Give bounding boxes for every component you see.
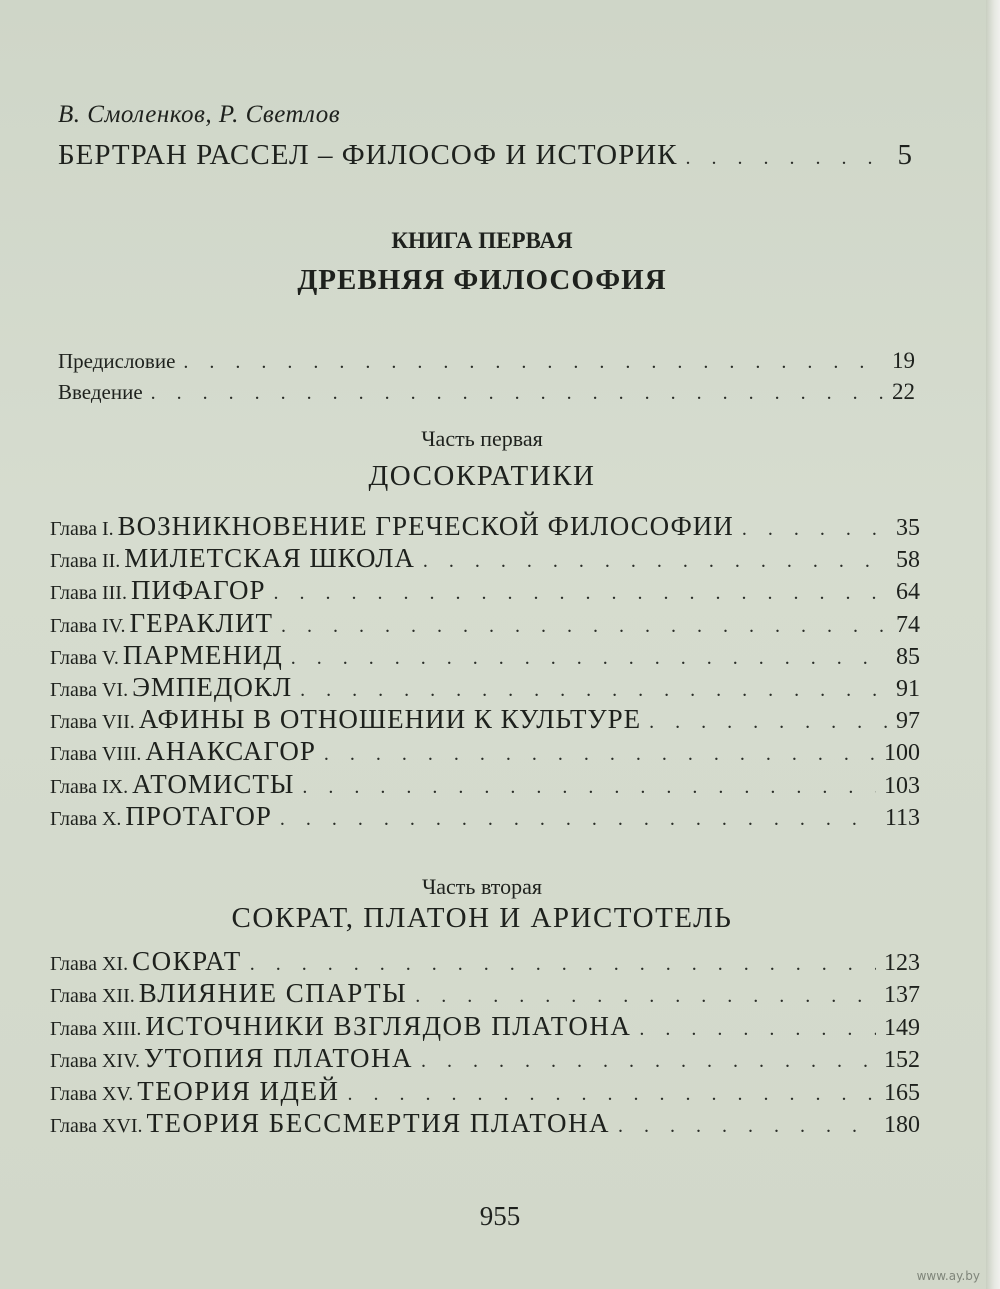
chapter-heading (50, 946, 242, 977)
chapter-title: СОКРАТ (132, 946, 242, 976)
chapter-title: ПИФАГОР (130, 575, 266, 606)
chapter-page: 149 (884, 1014, 920, 1041)
chapter-title: ТЕОРИЯ ИДЕЙ (137, 1075, 340, 1106)
chapter-entry (50, 640, 920, 671)
chapter-heading (50, 1043, 413, 1074)
chapter-title: АФИНЫ В ОТНОШЕНИИ К КУЛЬТУРЕ (138, 704, 642, 735)
chapter-page: 100 (884, 740, 920, 767)
chapter-title: ТЕОРИЯ БЕССМЕРТИЯ ПЛАТОНА (146, 1108, 610, 1138)
chapter-heading (50, 543, 415, 574)
chapter-title: ЭМПЕДОКЛ (132, 672, 293, 702)
chapter-entry (50, 736, 920, 767)
chapter-number: Глава XVI. (50, 1115, 143, 1137)
chapter-page: 58 (896, 547, 920, 574)
chapter-page: 35 (896, 515, 920, 541)
chapter-entry (50, 511, 920, 542)
page-number: 955 (479, 1201, 521, 1231)
chapter-number: Глава VI. (50, 679, 129, 701)
front-entry-introduction (58, 379, 915, 405)
chapter-title: АТОМИСТЫ (132, 768, 295, 799)
chapter-page: 91 (896, 676, 920, 702)
chapter-page: 165 (884, 1079, 920, 1106)
chapter-heading (50, 511, 734, 542)
chapter-title: ВЛИЯНИЕ СПАРТЫ (138, 978, 408, 1009)
dot-leader (415, 985, 876, 1008)
part1-title: ДОСОКРАТИКИ (368, 460, 596, 492)
dot-leader (250, 953, 876, 976)
chapter-number: Глава II. (50, 550, 121, 573)
dot-leader (300, 679, 888, 702)
dot-leader (421, 1050, 876, 1073)
chapter-page: 85 (896, 643, 920, 670)
chapter-title: МИЛЕТСКАЯ ШКОЛА (124, 543, 415, 574)
chapter-heading (50, 704, 641, 735)
chapter-entry (50, 575, 920, 606)
chapter-title: ГЕРАКЛИТ (129, 607, 273, 638)
dot-leader (742, 518, 888, 541)
chapter-entry (50, 672, 920, 703)
chapter-number: Глава XIV. (50, 1050, 140, 1073)
dot-leader (280, 808, 877, 831)
part2-title: СОКРАТ, ПЛАТОН И АРИСТОТЕЛЬ (231, 902, 733, 934)
chapter-number: Глава I. (50, 518, 114, 540)
chapter-heading (50, 1011, 631, 1042)
chapter-title: АНАКСАГОР (145, 736, 316, 767)
dot-leader (423, 550, 888, 573)
chapter-page: 103 (884, 772, 920, 799)
chapter-number: Глава XII. (50, 985, 135, 1008)
chapter-number: Глава VIII. (50, 743, 142, 766)
intro-authors: В. Смоленков, Р. Светлов (58, 101, 341, 128)
chapter-heading (50, 736, 316, 767)
chapter-heading (50, 575, 266, 606)
part1-label: Часть первая (421, 426, 543, 451)
front-entry-page: 22 (892, 379, 915, 404)
chapter-page: 113 (884, 804, 920, 831)
chapter-heading (50, 1108, 610, 1139)
dot-leader (183, 351, 884, 374)
front-entry-preface (58, 348, 915, 374)
chapter-entry (50, 608, 920, 639)
intro-title: БЕРТРАН РАССЕЛ – ФИЛОСОФ И ИСТОРИК (58, 139, 678, 171)
chapter-title: ПАРМЕНИД (122, 639, 283, 670)
chapter-heading (50, 1076, 339, 1107)
chapter-heading (50, 978, 407, 1009)
page-edge (986, 0, 1000, 1289)
chapter-title: ВОЗНИКНОВЕНИЕ ГРЕЧЕСКОЙ ФИЛОСОФИИ (117, 511, 734, 541)
chapter-number: Глава XV. (50, 1082, 134, 1105)
chapter-number: Глава V. (50, 646, 119, 669)
dot-leader (281, 615, 888, 638)
chapter-number: Глава XIII. (50, 1017, 142, 1040)
front-entry-title: Предисловие (58, 349, 176, 373)
chapter-heading (50, 640, 283, 671)
dot-leader (639, 1018, 876, 1041)
chapter-page: 137 (884, 982, 920, 1009)
dot-leader (151, 382, 884, 405)
chapter-heading (50, 672, 292, 703)
dot-leader (324, 743, 876, 766)
chapter-entry (50, 1108, 920, 1139)
chapter-entry (50, 978, 920, 1009)
book-title: ДРЕВНЯЯ ФИЛОСОФИЯ (297, 264, 667, 296)
chapter-title: ПРОТАГОР (125, 800, 272, 831)
dot-leader (347, 1083, 876, 1106)
chapter-entry (50, 1043, 920, 1074)
front-entry-page: 19 (892, 348, 915, 373)
chapter-heading (50, 801, 272, 832)
front-entry-title: Введение (58, 380, 143, 404)
chapter-title: УТОПИЯ ПЛАТОНА (143, 1043, 414, 1074)
chapter-entry (50, 801, 920, 832)
book-label: КНИГА ПЕРВАЯ (391, 228, 573, 253)
dot-leader (618, 1115, 876, 1138)
chapter-page: 74 (896, 611, 920, 638)
chapter-entry (50, 769, 920, 800)
dot-leader (274, 582, 888, 605)
chapter-entry (50, 1076, 920, 1107)
chapter-page: 64 (896, 579, 920, 606)
chapter-entry (50, 543, 920, 574)
chapter-page: 97 (896, 708, 920, 735)
chapter-entry (50, 1011, 920, 1042)
dot-leader (291, 647, 888, 670)
chapter-heading (50, 608, 273, 639)
chapter-page: 152 (884, 1047, 920, 1074)
chapter-number: Глава XI. (50, 953, 129, 975)
chapter-title: ИСТОЧНИКИ ВЗГЛЯДОВ ПЛАТОНА (145, 1010, 632, 1041)
chapter-page: 123 (884, 950, 920, 976)
chapter-number: Глава IV. (50, 614, 126, 637)
dot-leader (686, 147, 890, 170)
dot-leader (649, 711, 888, 734)
part2-label: Часть вторая (421, 874, 543, 899)
chapter-page: 180 (884, 1112, 920, 1138)
chapter-entry (50, 946, 920, 977)
chapter-heading (50, 769, 294, 800)
chapter-number: Глава IX. (50, 775, 129, 798)
intro-entry (58, 139, 913, 172)
watermark: www.ay.by (916, 1269, 980, 1283)
chapter-number: Глава VII. (50, 711, 135, 734)
intro-page: 5 (897, 139, 913, 171)
dot-leader (302, 776, 876, 799)
chapter-number: Глава III. (50, 582, 127, 605)
chapter-entry (50, 704, 920, 735)
chapter-number: Глава X. (50, 807, 122, 830)
